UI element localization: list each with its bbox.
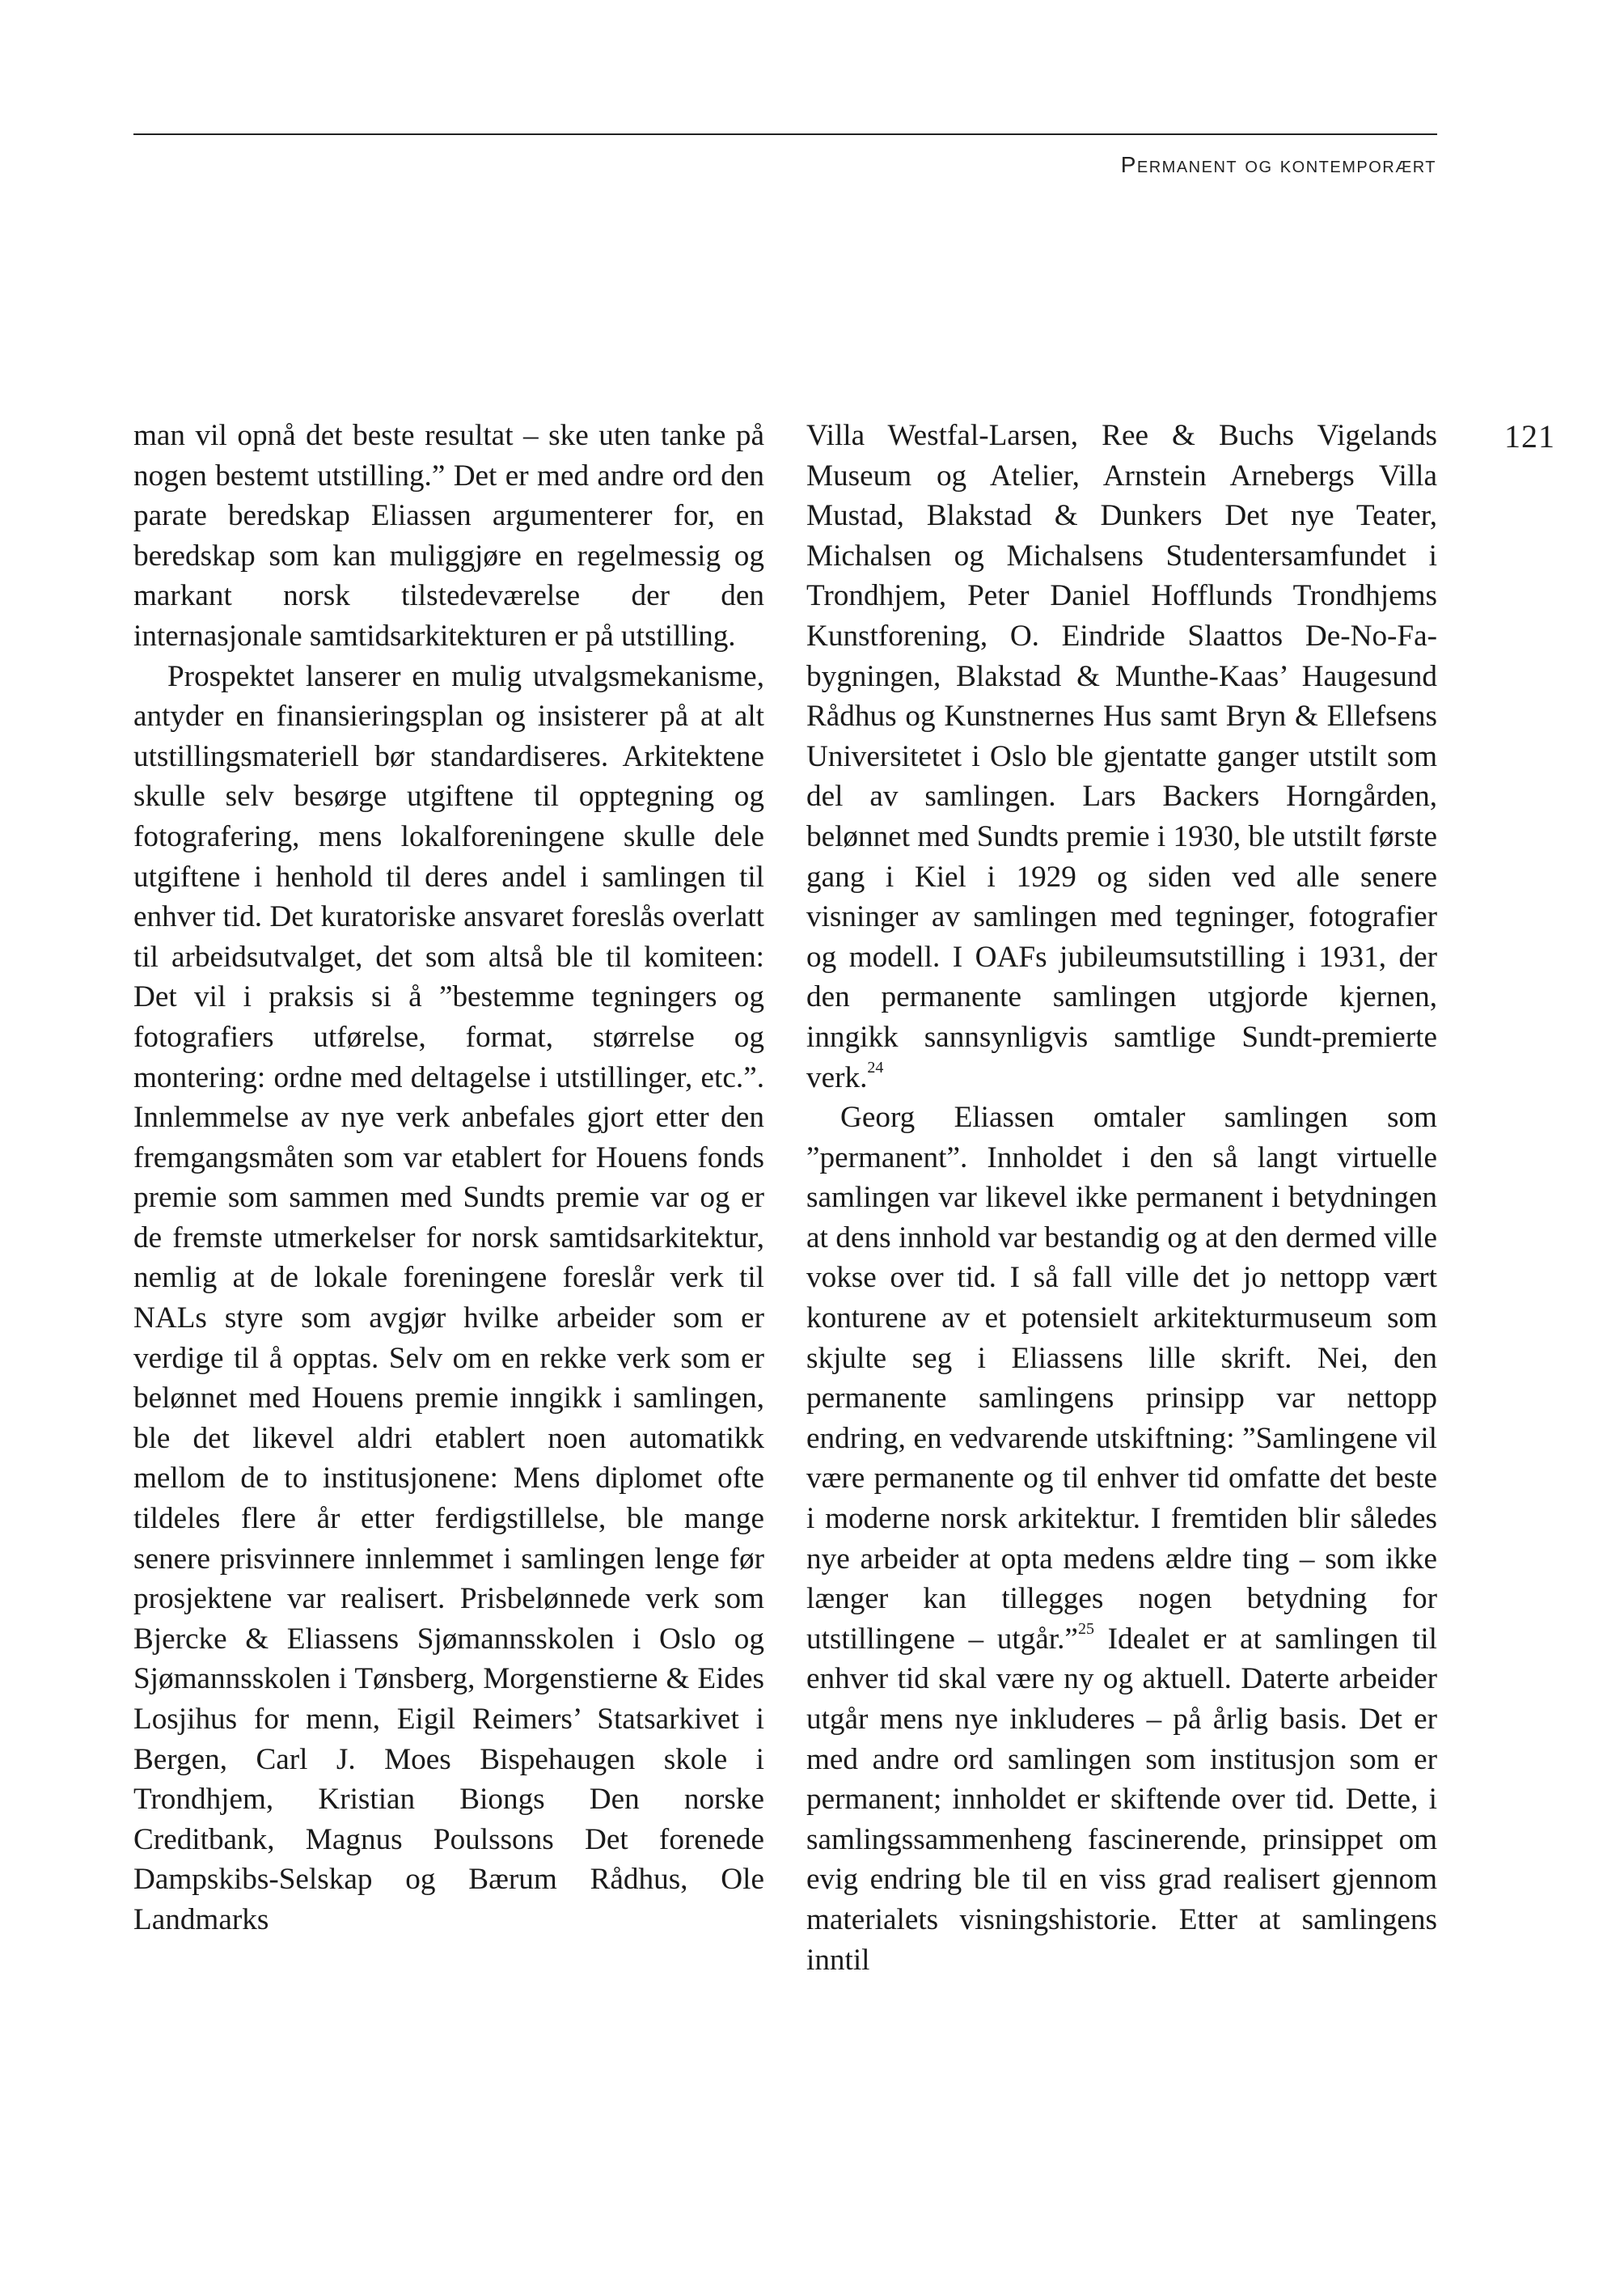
- paragraph-text: Georg Eliassen omtaler samlingen som ”permanent”. Innholdet i den så langt virtuelle samlingen var likevel ikke permanent i betydningen at dens innhold var bestandig og at den dermed ville vokse over tid. I så fall ville det jo nettopp vært konturene av et potensielt arkitekturmuseum som skjulte seg i Eliassens lille skrift. Nei, den permanente samlingens prinsipp var nettopp endring, en vedvarende utskiftning: ”Samlingene vil være permanente og til enhver tid omfatte det beste i moderne norsk arkitektur. I fremtiden blir således nye arbeider at opta medens ældre ting – som ikke længer kan tillegges nogen betydning for utstillingene – utgår.”: [806, 1101, 1437, 1656]
- paragraph-text: Idealet er at samlingen til enhver tid skal være ny og aktuell. Daterte arbeider utgår mens nye inkluderes – på årlig basis. Det er med andre ord samlingen som institusjon som er permanent; innholdet er skiftende over tid. Dette, i samlingssammenheng fascinerende, prinsippet om evig endring ble til en viss grad realisert gjennom materialets visningshistorie. Etter at samlingens inntil: [806, 1622, 1437, 1977]
- footnote-ref: 25: [1077, 1620, 1094, 1639]
- right-column: [806, 416, 1437, 1980]
- header-rule: [133, 133, 1437, 135]
- paragraph: Prospektet lanserer en mulig utvalgsmekanisme, antyder en finansieringsplan og insisterer på at alt utstillingsmateriell bør standardiseres. Arkitektene skulle selv besørge utgiftene til opptegning og fotografering, mens lokalforeningene skulle dele utgiftene i henhold til deres andel i samlingen til enhver tid. Det kuratoriske ansvaret foreslås overlatt til arbeidsutvalget, det som altså ble til komiteen: Det vil i praksis si å ”bestemme tegningers og fotografiers utførelse, format, størrelse og montering: ordne med deltagelse i utstillinger, etc.”. Innlemmelse av nye verk anbefales gjort etter den fremgangsmåten som var etablert for Houens fonds premie som sammen med Sundts premie var og er de fremste utmerkelser for norsk samtidsarkitektur, nemlig at de lokale foreningene foreslår verk til NALs styre som avgjør hvilke arbeider som er verdige til å opptas. Selv om en rekke verk som er belønnet med Houens premie inngikk i samlingen, ble det likevel aldri etablert noen automatikk mellom de to institusjonene: Mens diplomet ofte tildeles flere år etter ferdigstillelse, ble mange senere prisvinnere innlemmet i samlingen lenge før prosjektene var realisert. Prisbelønnede verk som Bjercke & Eliassens Sjømannsskolen i Oslo og Sjømannsskolen i Tønsberg, Morgenstierne & Eides Losjihus for menn, Eigil Reimers’ Statsarkivet i Bergen, Carl J. Moes Bispehaugen skole i Trondhjem, Kristian Biongs Den norske Creditbank, Magnus Poulssons Det forenede Dampskibs-Selskap og Bærum Rådhus, Ole Landmarks: [133, 659, 764, 1936]
- running-head: Permanent og kontemporært: [1120, 152, 1436, 177]
- paragraph: man vil opnå det beste resultat – ske uten tanke på nogen bestemt utstilling.” Det er med andre ord den parate beredskap Eliassen argumenterer for, en beredskap som kan muliggjøre en regelmessig og markant norsk tilstedeværelse der den internasjonale samtidsarkitekturen er på utstilling.: [133, 419, 764, 653]
- paragraph-text: Villa Westfal-Larsen, Ree & Buchs Vigelands Museum og Atelier, Arnstein Arnebergs Villa Mustad, Blakstad & Dunkers Det nye Teater, Michalsen og Michalsens Studentersamfundet i Trondhjem, Peter Daniel Hofflunds Trondhjems Kunstforening, O. Eindride Slaattos De-No-Fa-bygningen, Blakstad & Munthe-Kaas’ Haugesund Rådhus og Kunstnernes Hus samt Bryn & Ellefsens Universitetet i Oslo ble gjentatte ganger utstilt som del av samlingen. Lars Backers Horngården, belønnet med Sundts premie i 1930, ble utstilt første gang i Kiel i 1929 og siden ved alle senere visninger av samlingen med tegninger, fotografier og modell. I OAFs jubileumsutstilling i 1931, der den permanente samlingen utgjorde kjernen, inngikk sannsynligvis samtlige Sundt-premierte verk.: [806, 419, 1437, 1094]
- footnote-ref: 24: [867, 1059, 884, 1077]
- paragraph: [806, 416, 1437, 1098]
- left-column: [133, 416, 764, 1940]
- paragraph: [806, 1098, 1437, 1980]
- page-number: 121: [1504, 418, 1555, 455]
